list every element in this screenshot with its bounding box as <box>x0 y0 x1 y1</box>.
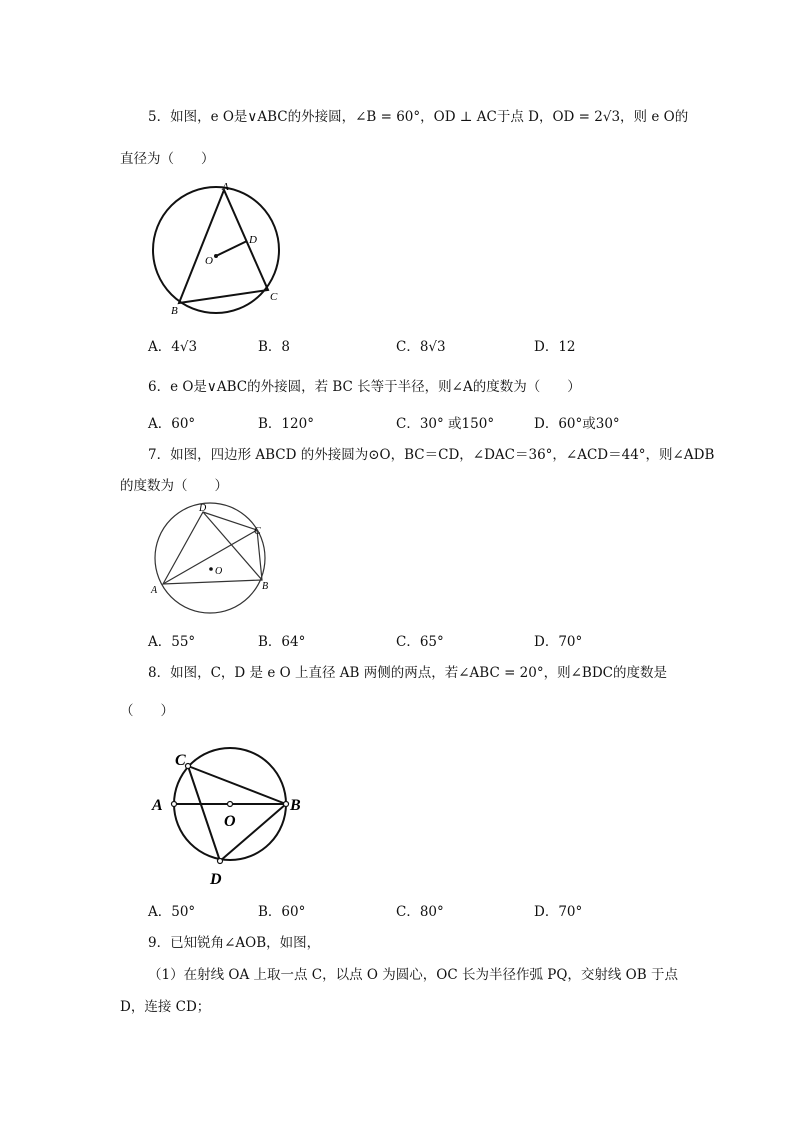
q8-stem-line1: 8．如图，C，D 是 e O 上直径 AB 两侧的两点，若∠ABC = 20°，则∠BDC的度数是 <box>148 665 667 681</box>
q8-label-c: C <box>175 752 186 769</box>
q7-stem-line2: 的度数为（ ） <box>120 478 228 494</box>
q7-option-d: D．70° <box>534 634 583 650</box>
q8-option-c: C．80° <box>396 904 444 920</box>
q7-option-c: C．65° <box>396 634 444 650</box>
q7-label-a: A <box>151 585 158 596</box>
q9-stem-line1: 9．已知锐角∠AOB，如图， <box>148 935 321 951</box>
q8-figure <box>148 748 318 888</box>
q7-label-d: D <box>199 503 207 514</box>
q8-option-b: B．60° <box>258 904 306 920</box>
q8-label-o: O <box>224 813 236 830</box>
q5-figure <box>150 180 290 320</box>
q6-option-b: B．120° <box>258 416 314 432</box>
q5-stem-line1: 5．如图，e O是∨ABC的外接圆，∠B = 60°，OD ⊥ AC于点 D，OD = 2√3，则 e O的 <box>148 109 689 125</box>
q5-option-b: B．8 <box>258 339 291 355</box>
q7-stem-line1: 7．如图，四边形 ABCD 的外接圆为⊙O，BC＝CD，∠DAC＝36°，∠ACD＝44°，则∠ADB <box>148 447 715 463</box>
q6-option-c: C．30° 或150° <box>396 416 495 432</box>
q8-option-a: A．50° <box>148 904 196 920</box>
q6-stem-line1: 6．e O是∨ABC的外接圆，若 BC 长等于半径，则∠A的度数为（ ） <box>148 379 581 395</box>
q8-label-b: B <box>290 797 301 814</box>
q8-label-a: A <box>152 797 163 814</box>
q9-stem-line2: （1）在射线 OA 上取一点 C，以点 O 为圆心，OC 长为半径作弧 PQ，交射线 OB 于点 <box>148 967 678 983</box>
q5-stem-line2: 直径为（ ） <box>120 151 215 167</box>
q6-option-d: D．60°或30° <box>534 416 620 432</box>
q8-stem-line2: （ ） <box>120 703 174 719</box>
q7-option-a: A．55° <box>148 634 196 650</box>
q5-label-c: C <box>270 291 278 303</box>
q5-option-d: D．12 <box>534 339 576 355</box>
q8-option-d: D．70° <box>534 904 583 920</box>
q5-label-b: B <box>171 305 178 317</box>
q7-figure <box>148 500 278 610</box>
q5-option-a: A．4√3 <box>148 339 198 355</box>
q6-option-a: A．60° <box>148 416 196 432</box>
q5-option-c: C．8√3 <box>396 339 446 355</box>
q9-stem-line3: D，连接 CD； <box>120 999 211 1015</box>
q5-label-o: O <box>205 255 213 267</box>
q7-label-c: C <box>254 526 261 537</box>
q8-label-d: D <box>210 871 222 888</box>
q7-option-b: B．64° <box>258 634 306 650</box>
q7-label-b: B <box>262 581 269 592</box>
q5-label-d: D <box>249 234 257 246</box>
q7-label-o: O <box>215 566 223 577</box>
q5-label-a: A <box>222 181 229 193</box>
